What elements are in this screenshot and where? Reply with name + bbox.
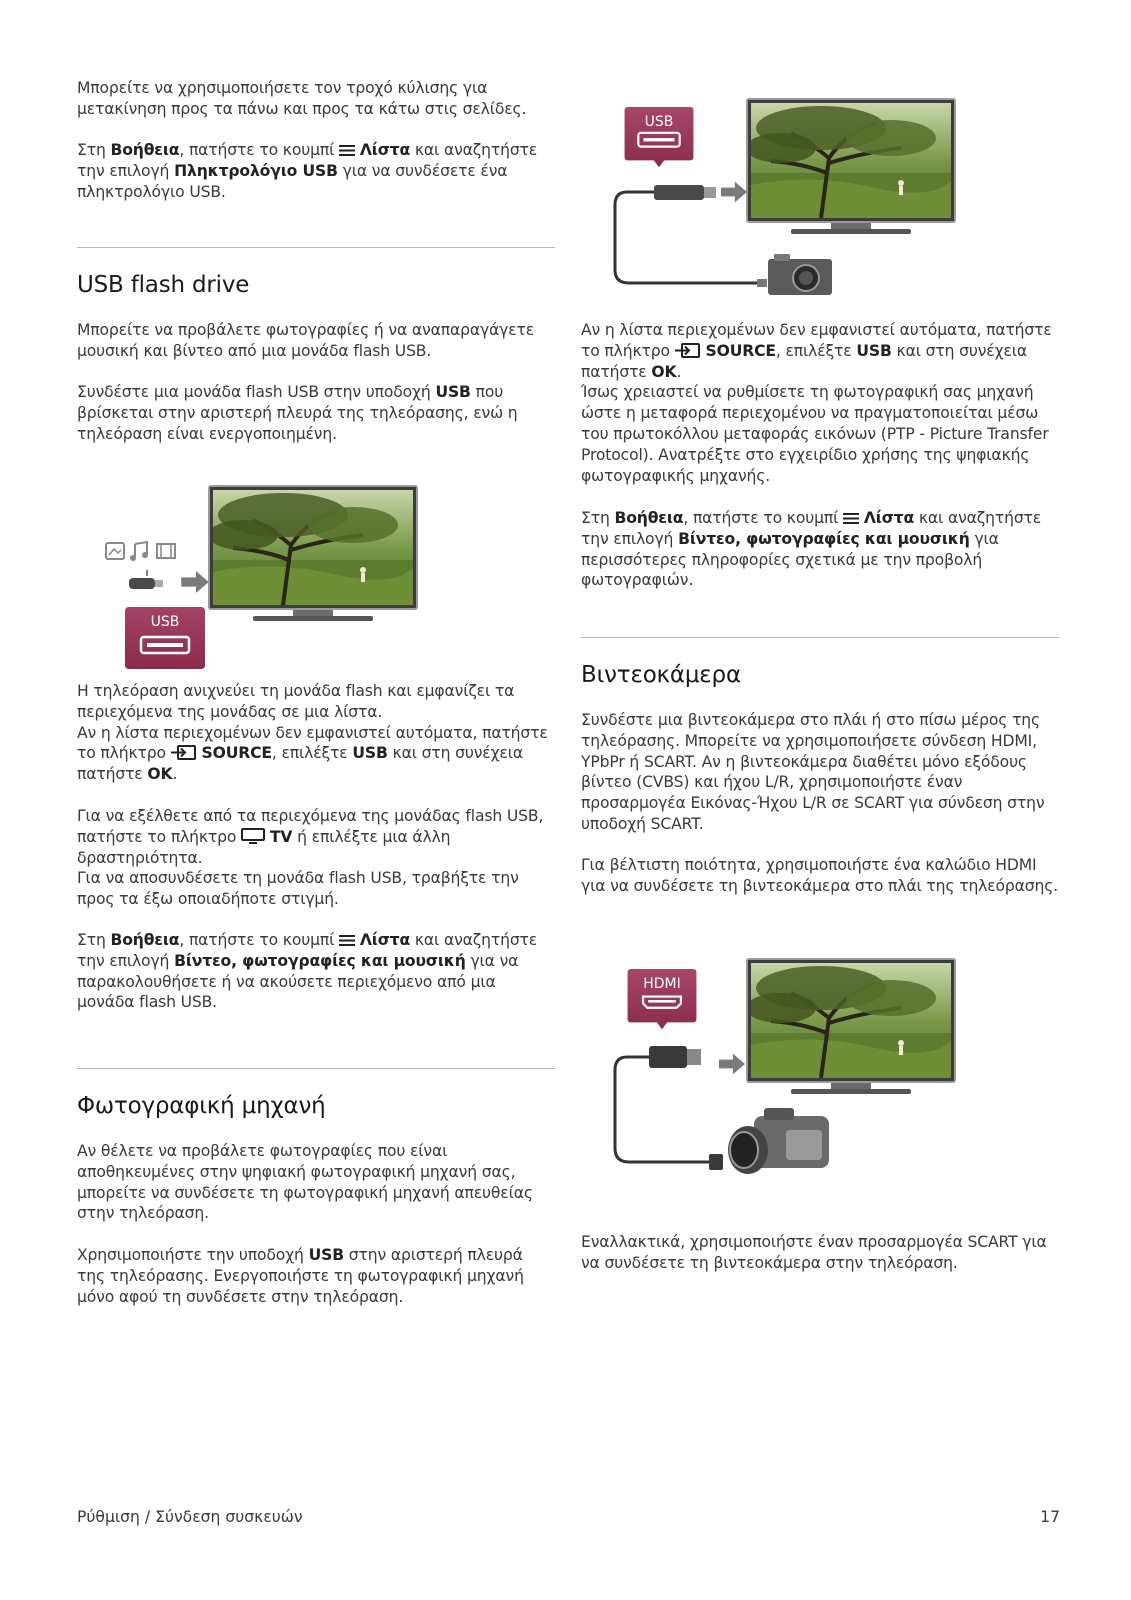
page-number: 17 (1040, 1508, 1060, 1526)
usb-paragraph-5: Στη Βοήθεια, πατήστε το κουμπί Λίστα και αναζητήστε την επιλογή Βίντεο, φωτογραφίες και μουσική για να παρακολουθήσετε ή να ακούσετε περιεχόμενο από μια μονάδα flash USB. (77, 931, 538, 1012)
list-icon (339, 934, 355, 947)
intro-paragraph-2: Στη Βοήθεια, πατήστε το κουμπί Λίστα και αναζητήστε την επιλογή Πληκτρολόγιο USB για να συνδέσετε ένα πληκτρολόγιο USB. (77, 141, 538, 201)
camera-usb-illustration (609, 95, 959, 300)
usb-port-badge: USB (125, 607, 205, 669)
list-icon (843, 512, 859, 525)
usb-stick-icon (127, 570, 167, 592)
camcorder-paragraph-3: Εναλλακτικά, χρησιμοποιήστε έναν προσαρμογέα SCART για να συνδέσετε τη βιντεοκάμερα στην τηλεόραση. (581, 1233, 1047, 1272)
camera-icon (766, 253, 836, 297)
camcorder-hdmi-illustration (609, 958, 959, 1188)
camera-paragraph-1: Αν θέλετε να προβάλετε φωτογραφίες που είναι αποθηκευμένες στην ψηφιακή φωτογραφική μηχανή σας, μπορείτε να συνδέσετε τη φωτογραφική μηχανή απευθείας στην τηλεόραση. (77, 1142, 533, 1223)
camera-paragraph-3: Αν η λίστα περιεχομένων δεν εμφανιστεί αυτόματα, πατήστε το πλήκτρο SOURCE, επιλέξτε USB και στη συνέχεια πατήστε OK. Ίσως χρειαστεί να ρυθμίσετε τη φωτογραφική σας μηχανή ώστε η μεταφορά περιεχομένου να πραγματοποιείται μέσω του πρωτοκόλλου μεταφοράς εικόνων (PTP - Picture Transfer Protocol). Ανατρέξτε στο εγχειρίδιο χρήσης της ψηφιακής φωτογραφικής μηχανής. (581, 321, 1052, 485)
camcorder-paragraph-1: Συνδέστε μια βιντεοκάμερα στο πλάι ή στο πίσω μέρος της τηλεόρασης. Μπορείτε να χρησιμοποιήσετε σύνδεση HDMI, YPbPr ή SCART. Αν η βιντεοκάμερα διαθέτει μόνο εξόδους βίντεο (CVBS) και ήχου L/R, χρησιμοποιήστε έναν προσαρμογέα Εικόνας-Ήχου L/R σε SCART για σύνδεση στην υποδοχή SCART. (581, 711, 1045, 833)
tv-icon (241, 828, 265, 844)
usb-flash-drive-illustration (105, 485, 495, 675)
camera-heading: Φωτογραφική μηχανή (77, 1093, 326, 1119)
list-icon (339, 144, 355, 157)
usb-paragraph-2: Συνδέστε μια μονάδα flash USB στην υποδοχή USB που βρίσκεται στην αριστερή πλευρά της τηλεόρασης, ενώ η τηλεόραση είναι ενεργοποιημένη. (77, 383, 518, 443)
source-icon (675, 343, 701, 358)
source-icon (171, 745, 197, 760)
camera-paragraph-4: Στη Βοήθεια, πατήστε το κουμπί Λίστα και αναζητήστε την επιλογή Βίντεο, φωτογραφίες και μουσική για περισσότερες πληροφορίες σχετικά με την προβολή φωτογραφιών. (581, 509, 1042, 590)
camcorder-icon (724, 1108, 834, 1183)
section-divider (77, 1068, 555, 1069)
media-icons (105, 540, 180, 562)
section-divider (581, 637, 1059, 638)
hdmi-port-badge: HDMI (622, 969, 702, 1031)
section-divider (77, 247, 555, 248)
intro-paragraph-1: Μπορείτε να χρησιμοποιήσετε τον τροχό κύλισης για μετακίνηση προς τα πάνω και προς τα κάτω στις σελίδες. (77, 79, 527, 118)
usb-paragraph-1: Μπορείτε να προβάλετε φωτογραφίες ή να αναπαραγάγετε μουσική και βίντεο από μια μονάδα flash USB. (77, 321, 535, 360)
usb-paragraph-3: Η τηλεόραση ανιχνεύει τη μονάδα flash και εμφανίζει τα περιεχόμενα της μονάδας σε μια λίστα. Αν η λίστα περιεχομένων δεν εμφανιστεί αυτόματα, πατήστε το πλήκτρο SOURCE, επιλέξτε USB και στη συνέχεια πατήστε OK. (77, 682, 548, 784)
usb-flash-drive-heading: USB flash drive (77, 272, 250, 298)
usb-port-badge: USB (619, 107, 699, 169)
camcorder-heading: Βιντεοκάμερα (581, 662, 741, 688)
camcorder-paragraph-2: Για βέλτιστη ποιότητα, χρησιμοποιήστε ένα καλώδιο HDMI για να συνδέσετε τη βιντεοκάμερα στο πλάι της τηλεόρασης. (581, 856, 1059, 895)
breadcrumb: Ρύθμιση / Σύνδεση συσκευών (77, 1508, 303, 1526)
camera-paragraph-2: Χρησιμοποιήστε την υποδοχή USB στην αριστερή πλευρά της τηλεόρασης. Ενεργοποιήστε τη φωτογραφική μηχανή μόνο αφού τη συνδέσετε στην τηλεόραση. (77, 1246, 524, 1306)
usb-paragraph-4: Για να εξέλθετε από τα περιεχόμενα της μονάδας flash USB, πατήστε το πλήκτρο TV ή επιλέξτε μια άλλη δραστηριότητα. Για να αποσυνδέσετε τη μονάδα flash USB, τραβήξτε την προς τα έξω οποιαδήποτε στιγμή. (77, 807, 544, 909)
